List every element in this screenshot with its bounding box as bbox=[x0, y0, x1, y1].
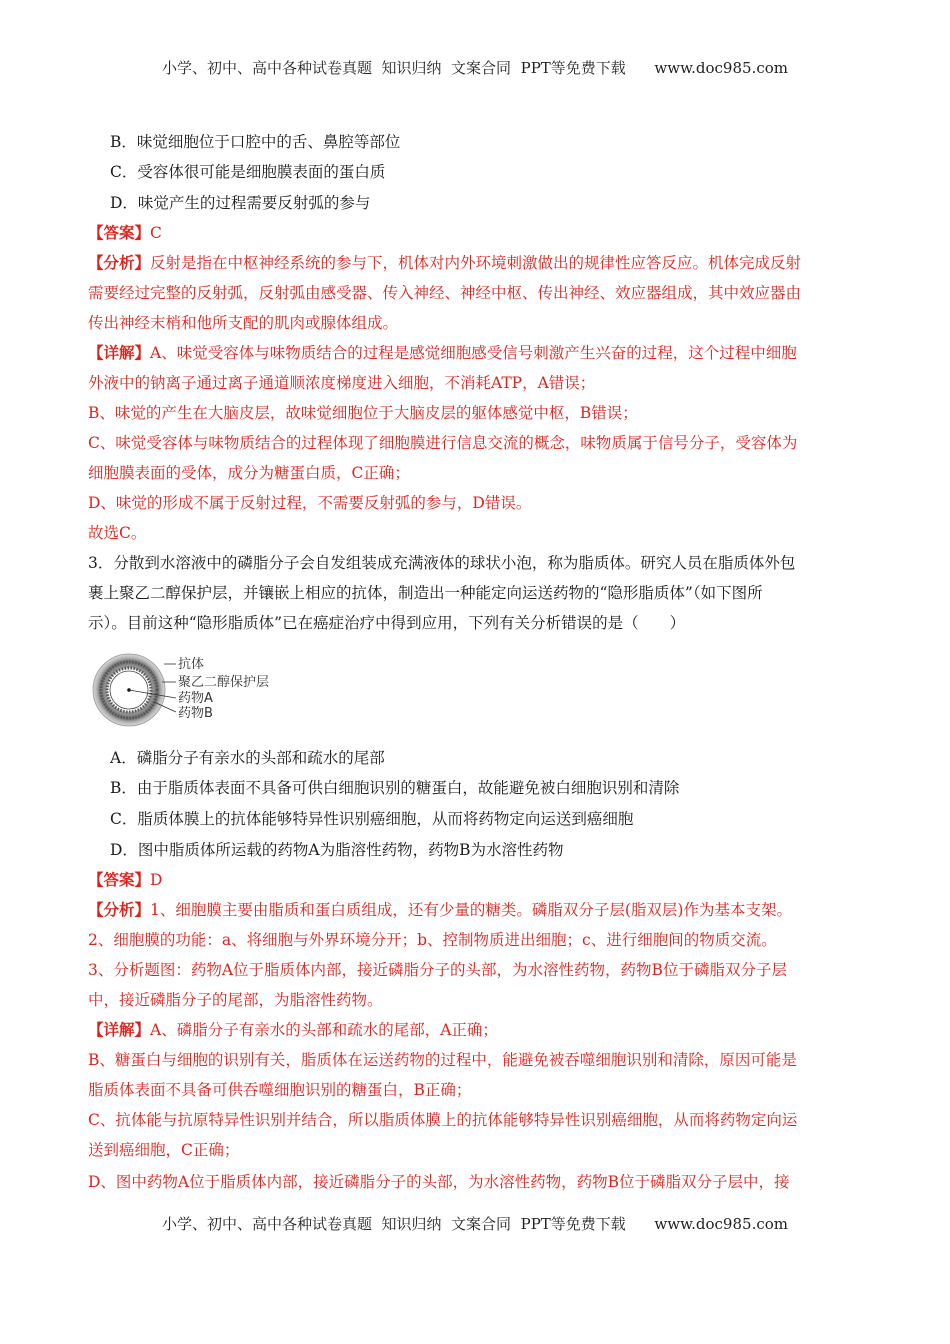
detail-text: A、磷脂分子有亲水的头部和疏水的尾部，A正确； bbox=[150, 1021, 498, 1039]
q2-answer bbox=[88, 223, 868, 243]
answer-tag: 【答案】 bbox=[88, 223, 151, 242]
q3-detail-line: 送到癌细胞，C正确； bbox=[88, 1141, 240, 1159]
q2-detail-line: B、味觉的产生在大脑皮层，故味觉细胞位于大脑皮层的躯体感觉中枢，B错误； bbox=[88, 404, 638, 422]
answer-value: D bbox=[150, 871, 163, 889]
q2-option-d: D．味觉产生的过程需要反射弧的参与 bbox=[110, 194, 371, 212]
q2-detail-line: D、味觉的形成不属于反射过程，不需要反射弧的参与，D错误。 bbox=[88, 494, 532, 512]
label-drug-b: 药物B bbox=[178, 706, 213, 721]
q3-analysis-line: 2、细胞膜的功能：a、将细胞与外界环境分开；b、控制物质进出细胞；c、进行细胞间的物质交流。 bbox=[88, 931, 777, 949]
detail-tag: 【详解】 bbox=[88, 1020, 151, 1039]
analysis-tag: 【分析】 bbox=[88, 900, 151, 919]
page-header: 小学、初中、高中各种试卷真题 知识归纳 文案合同 PPT等免费下载 www.doc985.com bbox=[161, 59, 788, 77]
q2-detail-line: 外液中的钠离子通过离子通道顺浓度梯度进入细胞，不消耗ATP，A错误； bbox=[88, 374, 596, 392]
q3-analysis-line: 中，接近磷脂分子的尾部，为脂溶性药物。 bbox=[88, 991, 383, 1009]
q3-stem: 3．分散到水溶液中的磷脂分子会自发组装成充满液体的球状小泡，称为脂质体。研究人员在脂质体外包 bbox=[88, 554, 796, 572]
label-peg-layer: 聚乙二醇保护层 bbox=[178, 675, 270, 690]
q2-detail-line: 细胞膜表面的受体，成分为糖蛋白质，C正确； bbox=[88, 464, 410, 482]
q2-detail-line: C、味觉受容体与味物质结合的过程体现了细胞膜进行信息交流的概念，味物质属于信号分子，受容体为 bbox=[88, 434, 798, 452]
label-antibody: 抗体 bbox=[178, 657, 205, 672]
q3-detail-line: 脂质体表面不具备可供吞噬细胞识别的糖蛋白，B正确； bbox=[88, 1081, 472, 1099]
q3-detail-line bbox=[88, 1020, 868, 1040]
detail-tag: 【详解】 bbox=[88, 343, 151, 362]
q3-option-c: C．脂质体膜上的抗体能够特异性识别癌细胞，从而将药物定向运送到癌细胞 bbox=[110, 810, 634, 828]
q3-answer bbox=[88, 870, 868, 890]
q2-detail-line bbox=[88, 343, 868, 363]
q3-detail-line: D、图中药物A位于脂质体内部，接近磷脂分子的头部，为水溶性药物，药物B位于磷脂双分子层中，接 bbox=[88, 1173, 790, 1191]
q2-analysis-line bbox=[88, 253, 868, 273]
q3-stem: 示）。目前这种“隐形脂质体”已在癌症治疗中得到应用，下列有关分析错误的是（ ） bbox=[88, 614, 686, 632]
q3-option-b: B．由于脂质体表面不具备可供白细胞识别的糖蛋白，故能避免被白细胞识别和清除 bbox=[110, 779, 680, 797]
q3-detail-line: C、抗体能与抗原特异性识别并结合，所以脂质体膜上的抗体能够特异性识别癌细胞，从而将药物定向运 bbox=[88, 1111, 798, 1129]
q3-detail-line: B、糖蛋白与细胞的识别有关，脂质体在运送药物的过程中，能避免被吞噬细胞识别和清除，原因可能是 bbox=[88, 1051, 797, 1069]
analysis-text: 反射是指在中枢神经系统的参与下，机体对内外环境刺激做出的规律性应答反应。机体完成反射 bbox=[150, 254, 802, 272]
q2-conclusion: 故选C。 bbox=[88, 524, 147, 542]
answer-tag: 【答案】 bbox=[88, 870, 151, 889]
detail-text: A、味觉受容体与味物质结合的过程是感觉细胞感受信号刺激产生兴奋的过程，这个过程中细胞 bbox=[150, 344, 797, 362]
q2-analysis-line: 需要经过完整的反射弧，反射弧由感受器、传入神经、神经中枢、传出神经、效应器组成，其中效应器由 bbox=[88, 284, 802, 302]
analysis-tag: 【分析】 bbox=[88, 253, 151, 272]
q2-analysis-line: 传出神经末梢和他所支配的肌肉或腺体组成。 bbox=[88, 314, 399, 332]
liposome-figure bbox=[92, 650, 302, 730]
q2-option-b: B．味觉细胞位于口腔中的舌、鼻腔等部位 bbox=[110, 133, 401, 151]
q3-stem: 裹上聚乙二醇保护层，并镶嵌上相应的抗体，制造出一种能定向运送药物的“隐形脂质体”（如下图所 bbox=[88, 584, 763, 602]
q2-option-c: C．受容体很可能是细胞膜表面的蛋白质 bbox=[110, 163, 386, 181]
q3-option-a: A．磷脂分子有亲水的头部和疏水的尾部 bbox=[110, 749, 385, 767]
label-drug-a: 药物A bbox=[178, 691, 213, 706]
analysis-text: 1、细胞膜主要由脂质和蛋白质组成，还有少量的糖类。磷脂双分子层(脂双层)作为基本支架。 bbox=[150, 901, 792, 919]
q3-analysis-line bbox=[88, 900, 868, 920]
q3-option-d: D．图中脂质体所运载的药物A为脂溶性药物，药物B为水溶性药物 bbox=[110, 841, 564, 859]
q3-analysis-line: 3、分析题图：药物A位于脂质体内部，接近磷脂分子的头部，为水溶性药物，药物B位于磷脂双分子层 bbox=[88, 961, 787, 979]
answer-value: C bbox=[150, 224, 162, 242]
page-footer: 小学、初中、高中各种试卷真题 知识归纳 文案合同 PPT等免费下载 www.doc985.com bbox=[161, 1215, 788, 1233]
